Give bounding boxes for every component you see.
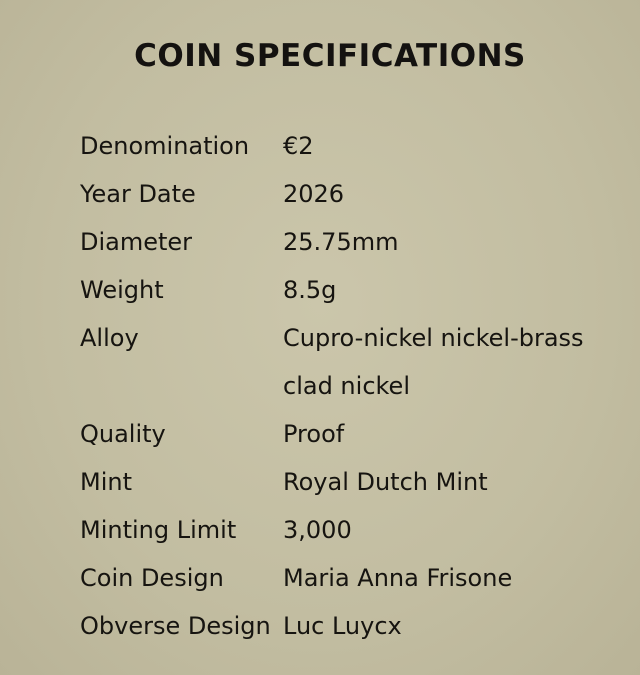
spec-label: Minting Limit bbox=[80, 516, 237, 544]
spec-row-denomination bbox=[80, 126, 620, 174]
spec-label: Alloy bbox=[80, 324, 139, 352]
spec-label: Quality bbox=[80, 420, 166, 448]
spec-value: 3,000 bbox=[283, 516, 352, 544]
spec-label: Denomination bbox=[80, 132, 250, 160]
spec-row-alloy bbox=[80, 318, 620, 366]
spec-row-weight bbox=[80, 270, 620, 318]
spec-row-mint bbox=[80, 462, 620, 510]
spec-row-diameter bbox=[80, 222, 620, 270]
spec-row-year-date bbox=[80, 174, 620, 222]
spec-label: Mint bbox=[80, 468, 132, 496]
spec-label: Diameter bbox=[80, 228, 193, 256]
spec-row-quality bbox=[80, 414, 620, 462]
spec-value: clad nickel bbox=[283, 372, 410, 400]
spec-value: 2026 bbox=[283, 180, 345, 208]
spec-label: Year Date bbox=[80, 180, 196, 208]
spec-value: Luc Luycx bbox=[283, 612, 402, 640]
spec-label: Obverse Design bbox=[80, 612, 271, 640]
spec-value: Maria Anna Frisone bbox=[283, 564, 513, 592]
spec-row-obverse-design bbox=[80, 606, 620, 654]
spec-value: €2 bbox=[283, 132, 314, 160]
spec-value: Cupro-nickel nickel-brass bbox=[283, 324, 584, 352]
spec-row-coin-design bbox=[80, 558, 620, 606]
page-title: COIN SPECIFICATIONS bbox=[134, 38, 526, 74]
spec-value: Royal Dutch Mint bbox=[283, 468, 488, 496]
spec-table bbox=[80, 126, 620, 654]
spec-row-minting-limit bbox=[80, 510, 620, 558]
spec-value: Proof bbox=[283, 420, 345, 448]
spec-value: 25.75mm bbox=[283, 228, 399, 256]
spec-row-alloy-continued bbox=[80, 366, 620, 414]
spec-label: Weight bbox=[80, 276, 164, 304]
spec-label: Coin Design bbox=[80, 564, 224, 592]
spec-value: 8.5g bbox=[283, 276, 337, 304]
